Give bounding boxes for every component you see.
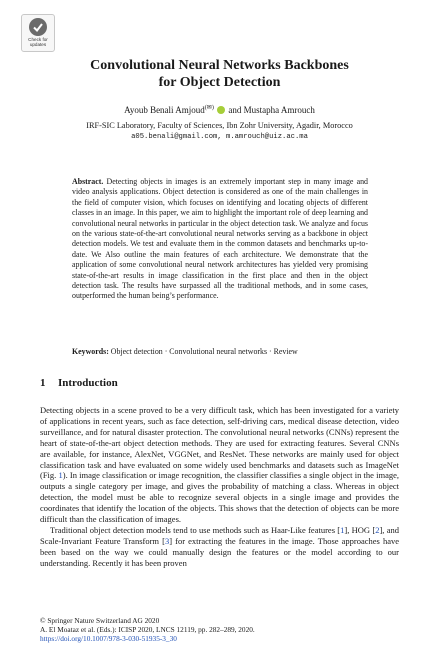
abstract [72,177,368,302]
intro-paragraph-1 [40,405,399,525]
keywords-text: Object detection · Convolutional neural networks · Review [108,347,298,356]
affiliation-block [0,121,439,142]
badge-line1: Check for [28,37,48,42]
affiliation-line: IRF-SIC Laboratory, Faculty of Sciences, Ibn Zohr University, Agadir, Morocco [86,121,353,130]
section-title: Introduction [58,377,118,389]
orcid-icon[interactable] [217,106,225,114]
abstract-label: Abstract. [72,177,104,186]
author-and: and [226,105,244,115]
citation-link-2[interactable]: 2 [375,524,380,535]
author-list [0,103,439,116]
intro-p2-text-b: ], HOG [ [344,524,376,535]
intro-p1-text-a: Detecting objects in a scene proved to be a very difficult task, which has been investigated for a variety of applications in recent years, such as face detection, self-driving cars, medical disease detection, video surveillance, and for natural disaster protection. The convolutional neural networks (CNNs) represent the heart of state-of-the-art object detection methods. They are used for extracting features. Several CNNs are available, for instance, AlexNet, VGGNet, and ResNet. These networks are mainly used for object classification task and have evaluated on some widely used benchmarks and datasets such as ImageNet (Fig. [40,405,399,481]
intro-p1-text-b: ). In image classification or image recognition, the classifier classifies a single object in the image, outputs a single category per image, and gives the probability of matching a class. Whereas in object detection, the model must be able to recognize several objects in a single image and provides the coordinates that identify the location of the objects. This shows that the detection of objects can be more difficult than the classification of images. [40,470,399,525]
author-second: Mustapha Amrouch [243,105,315,115]
intro-p2-text-d: ] for extracting the features in the image. Those approaches have been based on the way we could manually design the features or the model according to our understanding. Recently it has been proven [40,535,399,568]
copyright-line: © Springer Nature Switzerland AG 2020 [40,616,160,625]
author-emails: a05.benali@gmail.com, m.amrouch@uiz.ac.ma [131,132,308,141]
section-heading [40,377,118,390]
citation-link-3[interactable]: 3 [164,535,170,546]
citation-line: A. El Moataz et al. (Eds.): ICISP 2020, LNCS 12119, pp. 282–289, 2020. [40,625,255,635]
check-for-updates-icon [29,18,47,36]
doi-link[interactable]: https://doi.org/10.1007/978-3-030-51935-3_30 [40,634,177,644]
paper-title [40,57,399,91]
citation-link-1[interactable]: 1 [340,524,345,535]
check-for-updates-badge[interactable] [21,14,55,52]
author-first: Ayoub Benali Amjoud [124,105,205,115]
intro-p2-text-a: Traditional object detection models tend to use methods such as Haar-Like features [ [50,524,341,535]
corresponding-mark: (✉) [204,105,214,111]
figure-ref-link[interactable]: 1 [58,470,63,481]
title-line1: Convolutional Neural Networks Backbones [90,58,349,73]
intro-body [40,405,399,569]
keywords-label: Keywords: [72,347,109,356]
intro-paragraph-2 [40,525,399,569]
intro-p2-text-c: ], and Scale-Invariant Feature Transform [ [40,524,400,546]
section-number: 1 [40,377,46,389]
page-footer [40,616,399,644]
badge-line2: updates [29,42,47,47]
keywords [72,347,368,357]
title-line2: for Object Detection [158,75,281,90]
abstract-text: Detecting objects in images is an extremely important step in many image and video analysis applications. Object detection is considered as one of the main challenges in the field of computer vision, which focuses on identifying and locating objects of different classes in an image. In this paper, we aim to highlight the important role of deep learning and convolutional neural networks in particular in the object detection task. We analyze and focus on the various state-of-the-art convolutional neural networks serving as a backbone in object detection models. We test and evaluate them in the common datasets and benchmarks up-to-date. We Also outline the main features of each architecture. We demonstrate that the application of some convolutional neural network architectures has yielded very promising state-of-the-art results in image classification in the first place and then in the object detection task. The results have surpassed all the traditional methods, and in some cases, outperformed the human being’s performance. [72,177,368,301]
